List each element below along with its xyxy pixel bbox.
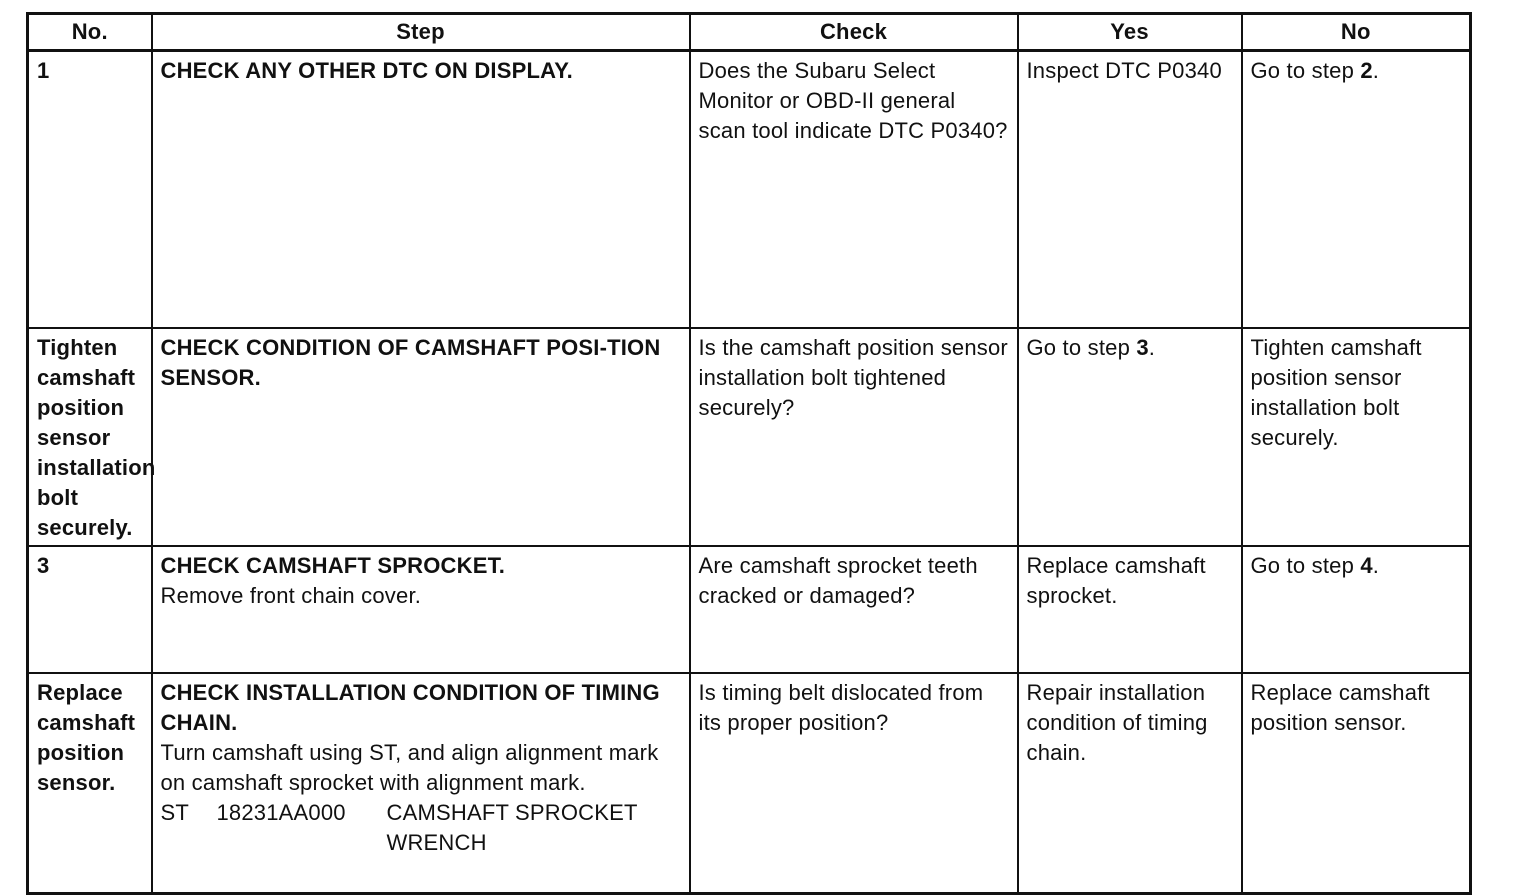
step-title: CHECK CONDITION OF CAMSHAFT POSI-TION SENSOR. xyxy=(160,335,661,390)
header-step: Step xyxy=(152,14,690,51)
step-cell xyxy=(152,673,690,894)
yes-cell xyxy=(1018,328,1242,546)
yes-cell-text: Go to step xyxy=(1026,335,1137,360)
no-cell-text: Go to step xyxy=(1250,58,1361,83)
step-title: CHECK INSTALLATION CONDITION OF TIMING CHAIN. xyxy=(160,680,660,735)
header-check: Check xyxy=(690,14,1018,51)
no-cell: Replace camshaft position sensor. xyxy=(1242,673,1471,894)
special-tool-label: ST xyxy=(160,800,190,825)
step-cell xyxy=(152,328,690,546)
step-title: CHECK ANY OTHER DTC ON DISPLAY. xyxy=(160,58,573,83)
table-row xyxy=(28,673,1471,894)
yes-cell: Replace camshaft sprocket. xyxy=(1018,546,1242,673)
row-number: Replace camshaft position sensor. xyxy=(28,673,152,894)
special-tool-line xyxy=(161,798,681,858)
step-instruction: Turn camshaft using ST, and align alignment mark on camshaft sprocket with alignment mark. xyxy=(160,740,659,795)
no-cell-suffix: . xyxy=(1372,553,1380,578)
check-cell: Is the camshaft position sensor installation bolt tightened securely? xyxy=(690,328,1018,546)
row-number: Tighten camshaft position sensor installation bolt securely. xyxy=(28,328,152,546)
check-cell: Are camshaft sprocket teeth cracked or damaged? xyxy=(690,546,1018,673)
no-cell-suffix: . xyxy=(1372,58,1380,83)
step-cell xyxy=(152,546,690,673)
table-row xyxy=(28,328,1471,546)
yes-cell: Inspect DTC P0340 xyxy=(1018,51,1242,329)
step-cell xyxy=(152,51,690,329)
step-reference: 4 xyxy=(1360,553,1373,578)
no-cell xyxy=(1242,51,1471,329)
table-row xyxy=(28,546,1471,673)
header-no-column: No xyxy=(1242,14,1471,51)
diagnostic-table xyxy=(26,12,1472,895)
no-cell xyxy=(1242,546,1471,673)
row-number: 3 xyxy=(28,546,152,673)
special-tool-number: 18231AA000 xyxy=(216,800,346,825)
special-tool-name: CAMSHAFT SPROCKET WRENCH xyxy=(386,800,638,855)
table-row xyxy=(28,51,1471,329)
check-cell: Is timing belt dislocated from its proper position? xyxy=(690,673,1018,894)
no-cell: Tighten camshaft position sensor installation bolt securely. xyxy=(1242,328,1471,546)
no-cell-text: Go to step xyxy=(1250,553,1361,578)
yes-cell: Repair installation condition of timing chain. xyxy=(1018,673,1242,894)
step-reference: 3 xyxy=(1136,335,1149,360)
check-cell: Does the Subaru Select Monitor or OBD-II general scan tool indicate DTC P0340? xyxy=(690,51,1018,329)
step-reference: 2 xyxy=(1360,58,1373,83)
row-number: 1 xyxy=(28,51,152,329)
table-header-row xyxy=(28,14,1471,51)
header-no: No. xyxy=(28,14,152,51)
yes-cell-suffix: . xyxy=(1148,335,1156,360)
step-instruction: Remove front chain cover. xyxy=(160,583,422,608)
header-yes: Yes xyxy=(1018,14,1242,51)
step-title: CHECK CAMSHAFT SPROCKET. xyxy=(160,553,506,578)
